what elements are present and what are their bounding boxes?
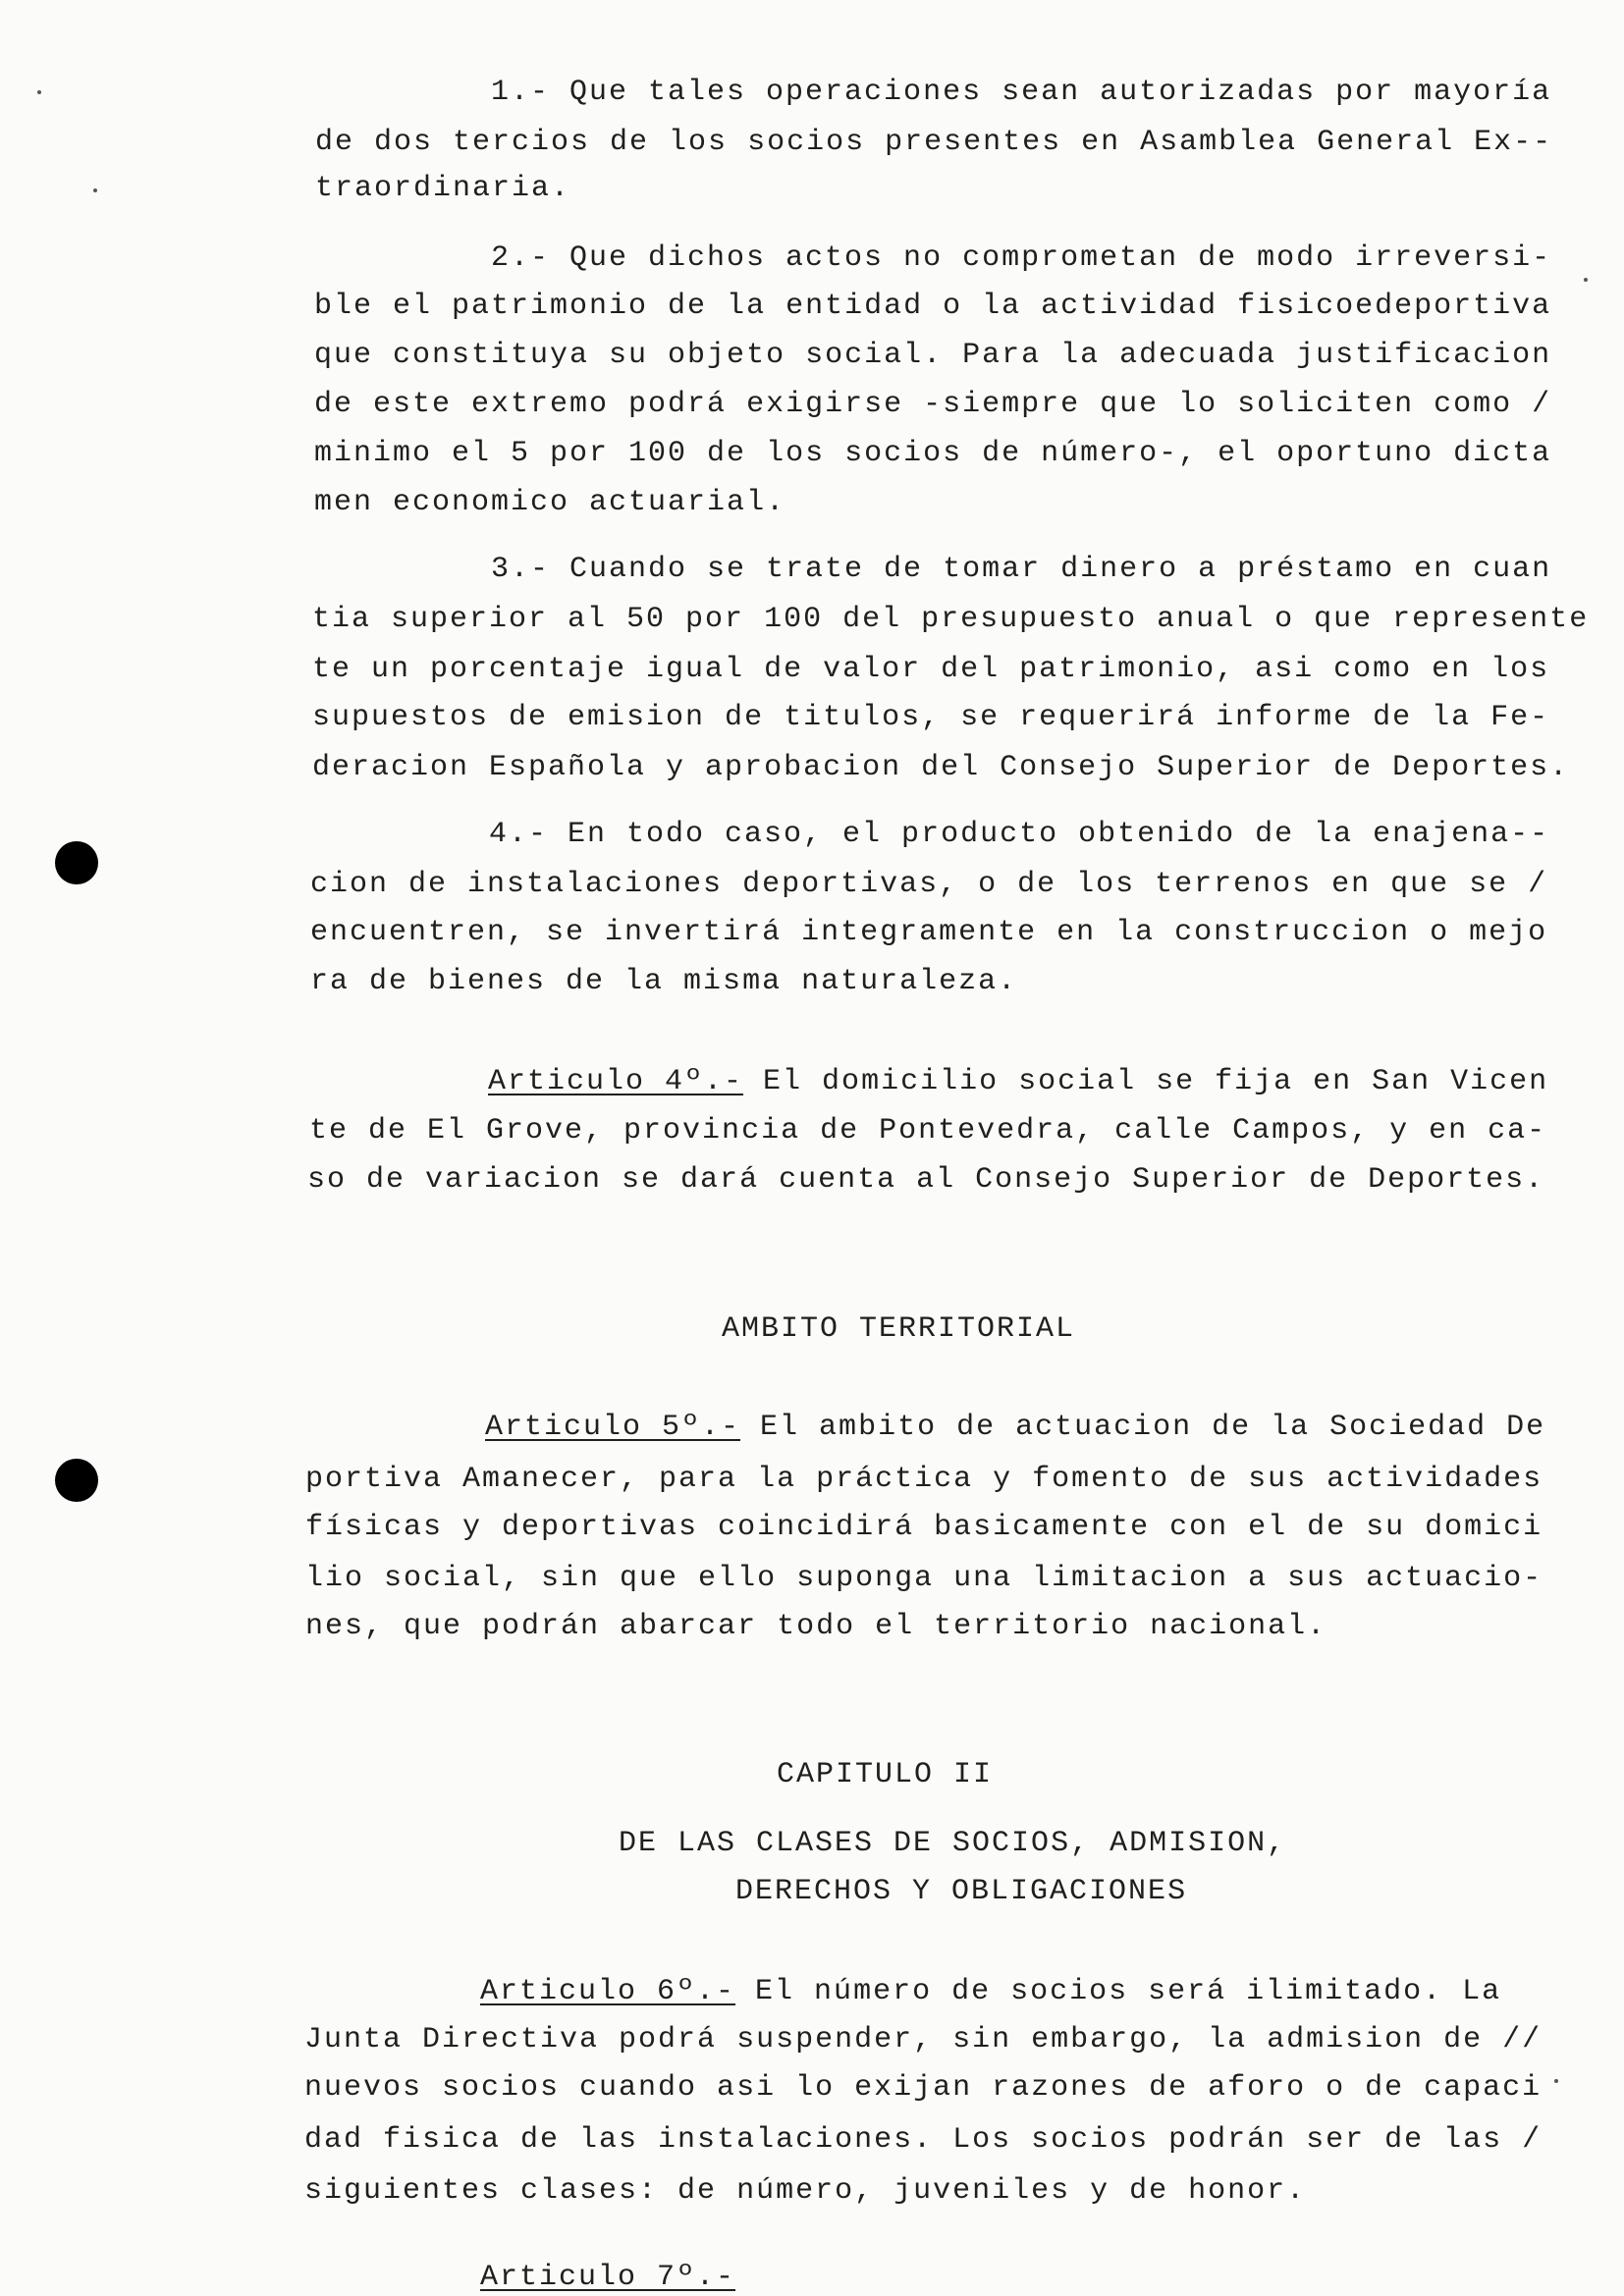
paper-speck: [1584, 278, 1588, 282]
articulo-5-text: El ambito de actuacion de la Sociedad De: [740, 1411, 1546, 1444]
articulo-6-line: nuevos socios cuando asi lo exijan razones de aforo o de capaci: [304, 2071, 1543, 2105]
articulo-5-first-line: [485, 1411, 1545, 1444]
clause-2-line: men economico actuarial.: [314, 486, 786, 519]
clause-4-line: 4.- En todo caso, el producto obtenido de la enajena--: [489, 818, 1550, 851]
articulo-5-label: Articulo 5º.-: [485, 1411, 741, 1444]
clause-3-line: supuestos de emision de titulos, se requerirá informe de la Fe-: [312, 701, 1550, 734]
punch-hole: [55, 841, 98, 884]
articulo-4-first-line: [488, 1065, 1548, 1098]
articulo-4-line: te de El Grove, provincia de Pontevedra, calle Campos, y en ca-: [309, 1114, 1547, 1148]
clause-2-line: que constituya su objeto social. Para la adecuada justificacion: [314, 339, 1552, 372]
articulo-4-text: El domicilio social se fija en San Vicen: [743, 1065, 1549, 1098]
clause-4-line: cion de instalaciones deportivas, o de los terrenos en que se /: [310, 868, 1548, 901]
articulo-6-line: Junta Directiva podrá suspender, sin embargo, la admision de //: [304, 2023, 1543, 2056]
articulo-6-text: El número de socios será ilimitado. La: [735, 1975, 1502, 2008]
articulo-7-label: Articulo 7º.-: [480, 2261, 736, 2294]
clause-2-line: de este extremo podrá exigirse -siempre que lo soliciten como /: [314, 388, 1552, 421]
articulo-4-label: Articulo 4º.-: [488, 1065, 744, 1098]
clause-3-line: te un porcentaje igual de valor del patrimonio, asi como en los: [312, 653, 1550, 686]
articulo-5-line: físicas y deportivas coincidirá basicamente con el de su domici: [305, 1511, 1543, 1544]
chapter-title-line: DE LAS CLASES DE SOCIOS, ADMISION,: [619, 1827, 1287, 1860]
clause-2-line: minimo el 5 por 100 de los socios de número-, el oportuno dicta: [314, 437, 1552, 470]
paper-speck: [93, 188, 97, 192]
chapter-title-line: DERECHOS Y OBLIGACIONES: [735, 1875, 1188, 1908]
clause-3-line: 3.- Cuando se trate de tomar dinero a préstamo en cuan: [491, 553, 1552, 586]
section-heading: AMBITO TERRITORIAL: [722, 1312, 1076, 1346]
clause-4-line: encuentren, se invertirá integramente en la construccion o mejo: [310, 916, 1548, 949]
paper-speck: [1554, 2079, 1558, 2083]
articulo-5-line: portiva Amanecer, para la práctica y fomento de sus actividades: [305, 1463, 1543, 1496]
articulo-6-line: dad fisica de las instalaciones. Los socios podrán ser de las /: [304, 2123, 1543, 2157]
clause-1-line: de dos tercios de los socios presentes en Asamblea General Ex--: [315, 126, 1553, 159]
clause-2-line: 2.- Que dichos actos no comprometan de modo irreversi-: [491, 241, 1552, 275]
clause-3-line: tia superior al 50 por 100 del presupuesto anual o que represente: [312, 603, 1590, 636]
articulo-6-first-line: [480, 1975, 1501, 2008]
articulo-5-line: lio social, sin que ello suponga una limitacion a sus actuacio-: [305, 1562, 1543, 1595]
clause-4-line: ra de bienes de la misma naturaleza.: [310, 965, 1018, 998]
clause-1-line: 1.- Que tales operaciones sean autorizadas por mayoría: [491, 76, 1552, 109]
articulo-7-first-line: [480, 2261, 735, 2294]
clause-3-line: deracion Española y aprobacion del Consejo Superior de Deportes.: [312, 751, 1570, 784]
clause-1-line: traordinaria.: [315, 172, 571, 205]
punch-hole: [55, 1459, 98, 1502]
articulo-6-label: Articulo 6º.-: [480, 1975, 736, 2008]
chapter-number: CAPITULO II: [777, 1758, 994, 1791]
articulo-4-line: so de variacion se dará cuenta al Consejo Superior de Deportes.: [307, 1163, 1545, 1197]
articulo-5-line: nes, que podrán abarcar todo el territorio nacional.: [305, 1610, 1327, 1643]
paper-speck: [37, 90, 41, 94]
articulo-6-line: siguientes clases: de número, juveniles y de honor.: [304, 2174, 1307, 2208]
clause-2-line: ble el patrimonio de la entidad o la actividad fisicoedeportiva: [314, 290, 1552, 323]
